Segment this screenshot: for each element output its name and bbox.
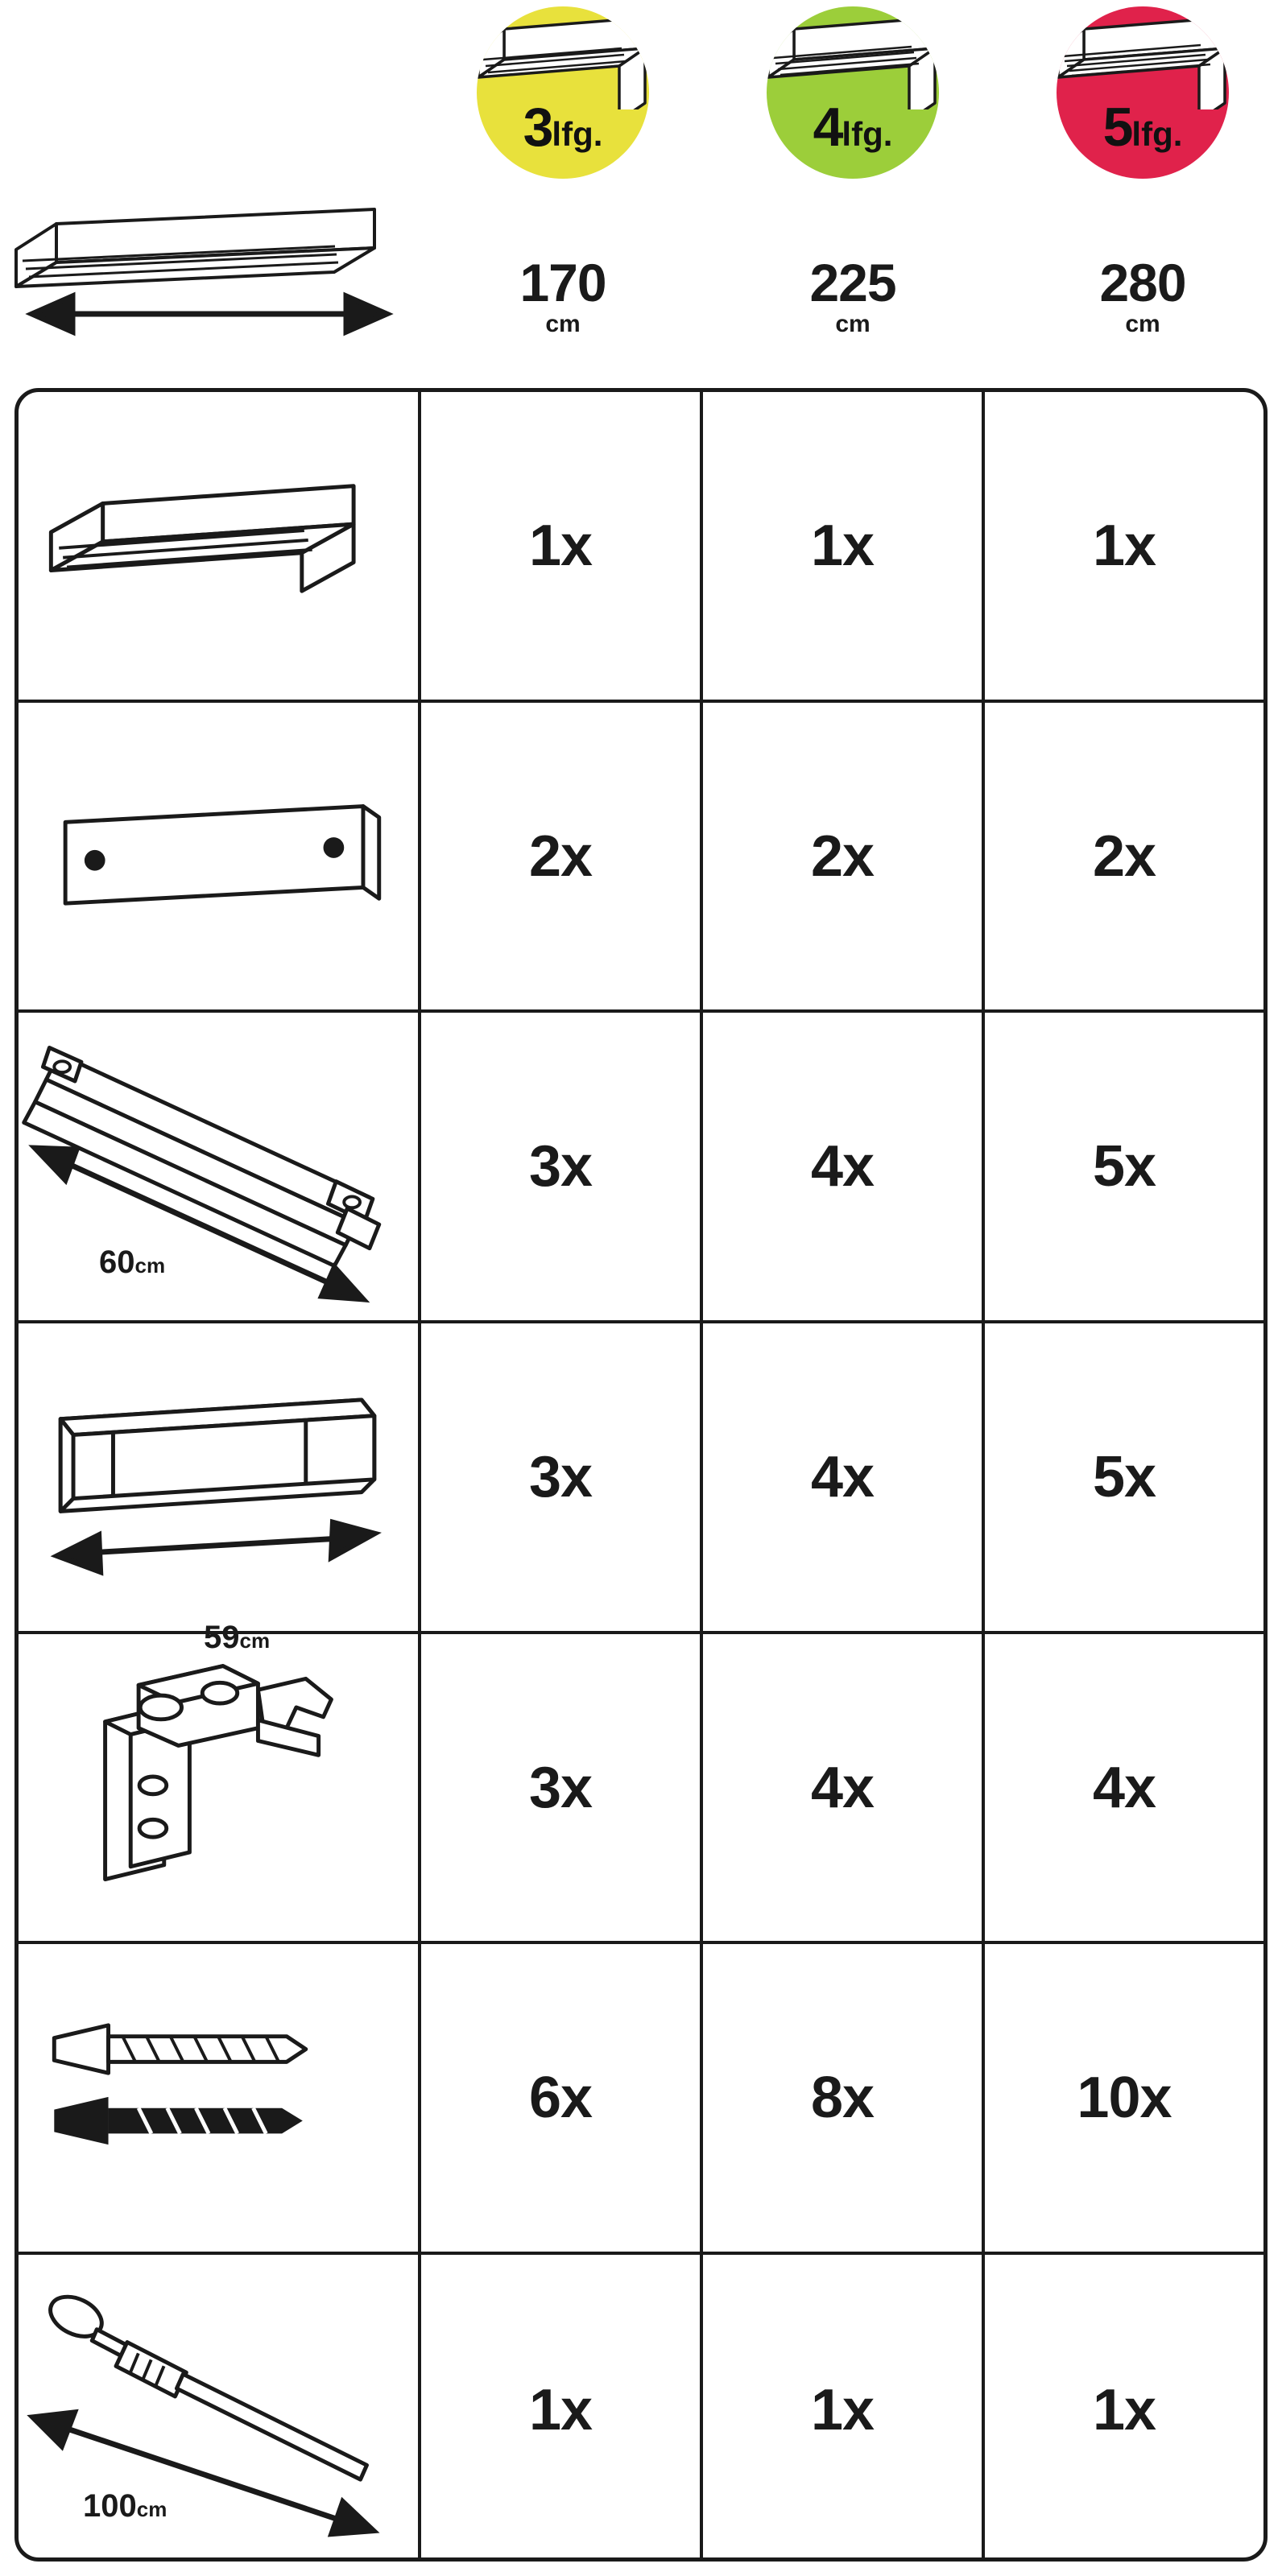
badge-number: 3 — [523, 97, 552, 158]
badge-4-track — [767, 6, 939, 179]
quantity-cell: 2x — [421, 703, 703, 1010]
quantity-cell: 5x — [1092, 1134, 1156, 1199]
dimension-value: 60 — [99, 1245, 135, 1281]
rail-extension-profile-icon — [19, 1013, 418, 1320]
dimension-unit: cm — [136, 2497, 167, 2522]
column-width-value: 280 — [1099, 253, 1186, 312]
wall-plate-bracket-icon — [19, 703, 418, 1010]
table-row — [19, 703, 1263, 1013]
column-width-170 — [446, 253, 680, 337]
quantity-cell: 1x — [703, 2255, 985, 2562]
pull-cord-wand-icon — [19, 2255, 418, 2562]
column-width-225 — [736, 253, 970, 337]
quantity-cell: 4x — [703, 1634, 985, 1942]
quantity-cell: 2x — [703, 703, 985, 1010]
rail-illustration-icon — [1057, 13, 1229, 109]
parts-quantity-table — [14, 388, 1268, 2562]
badge-label — [767, 97, 939, 158]
quantity-cell: 1x — [1092, 2377, 1156, 2442]
dimension-unit: cm — [239, 1629, 271, 1653]
part-icon-cell — [19, 392, 421, 700]
dimension-value: 59 — [204, 1620, 240, 1656]
column-width-value: 170 — [519, 253, 606, 312]
badge-5-track — [1057, 6, 1229, 179]
quantity-cell: 6x — [421, 1944, 703, 2252]
dimension-label — [99, 1245, 165, 1281]
table-row — [19, 1634, 1263, 1945]
table-row — [19, 1944, 1263, 2255]
panel-carrier-icon — [19, 1323, 418, 1631]
part-icon-cell — [19, 1013, 421, 1320]
quantity-cell: 1x — [421, 2255, 703, 2562]
quantity-cell: 4x — [1092, 1755, 1156, 1820]
table-row — [19, 2255, 1263, 2562]
table-row — [19, 392, 1263, 703]
quantity-cell: 4x — [703, 1013, 985, 1320]
quantity-cell: 3x — [421, 1634, 703, 1942]
badge-suffix: lfg. — [842, 115, 893, 153]
curtain-rail-width-arrow-icon — [8, 200, 395, 361]
badge-suffix: lfg. — [1131, 115, 1183, 153]
badge-suffix: lfg. — [552, 115, 603, 153]
badge-number: 4 — [813, 97, 842, 158]
quantity-cell: 1x — [1092, 513, 1156, 578]
quantity-cell: 10x — [1077, 2066, 1172, 2131]
column-width-280 — [1026, 253, 1259, 337]
curtain-rail-icon — [19, 392, 418, 700]
screw-and-dowel-icon — [19, 1944, 418, 2252]
quantity-cell: 1x — [703, 392, 985, 700]
column-width-unit: cm — [835, 311, 871, 337]
quantity-cell: 2x — [1092, 824, 1156, 889]
badge-3-track — [477, 6, 649, 179]
quantity-cell: 8x — [703, 1944, 985, 2252]
badge-label — [1057, 97, 1229, 158]
header — [0, 0, 1282, 378]
dimension-label — [83, 2488, 167, 2524]
ceiling-mount-clip-icon — [19, 1634, 418, 1942]
rail-illustration-icon — [477, 13, 649, 109]
dimension-unit: cm — [134, 1253, 166, 1278]
column-width-value: 225 — [809, 253, 896, 312]
quantity-cell: 1x — [421, 392, 703, 700]
quantity-cell: 3x — [421, 1323, 703, 1631]
table-row — [19, 1013, 1263, 1323]
badge-number: 5 — [1102, 97, 1132, 158]
badge-label — [477, 97, 649, 158]
part-icon-cell — [19, 1944, 421, 2252]
part-icon-cell — [19, 2255, 421, 2562]
quantity-cell: 5x — [1092, 1444, 1156, 1509]
dimension-value: 100 — [83, 2488, 137, 2524]
quantity-cell: 3x — [421, 1013, 703, 1320]
part-icon-cell — [19, 703, 421, 1010]
part-icon-cell — [19, 1634, 421, 1942]
column-width-unit: cm — [545, 311, 581, 337]
column-width-unit: cm — [1125, 311, 1160, 337]
rail-illustration-icon — [767, 13, 939, 109]
quantity-cell: 4x — [703, 1323, 985, 1631]
part-icon-cell — [19, 1323, 421, 1656]
table-row — [19, 1323, 1263, 1656]
